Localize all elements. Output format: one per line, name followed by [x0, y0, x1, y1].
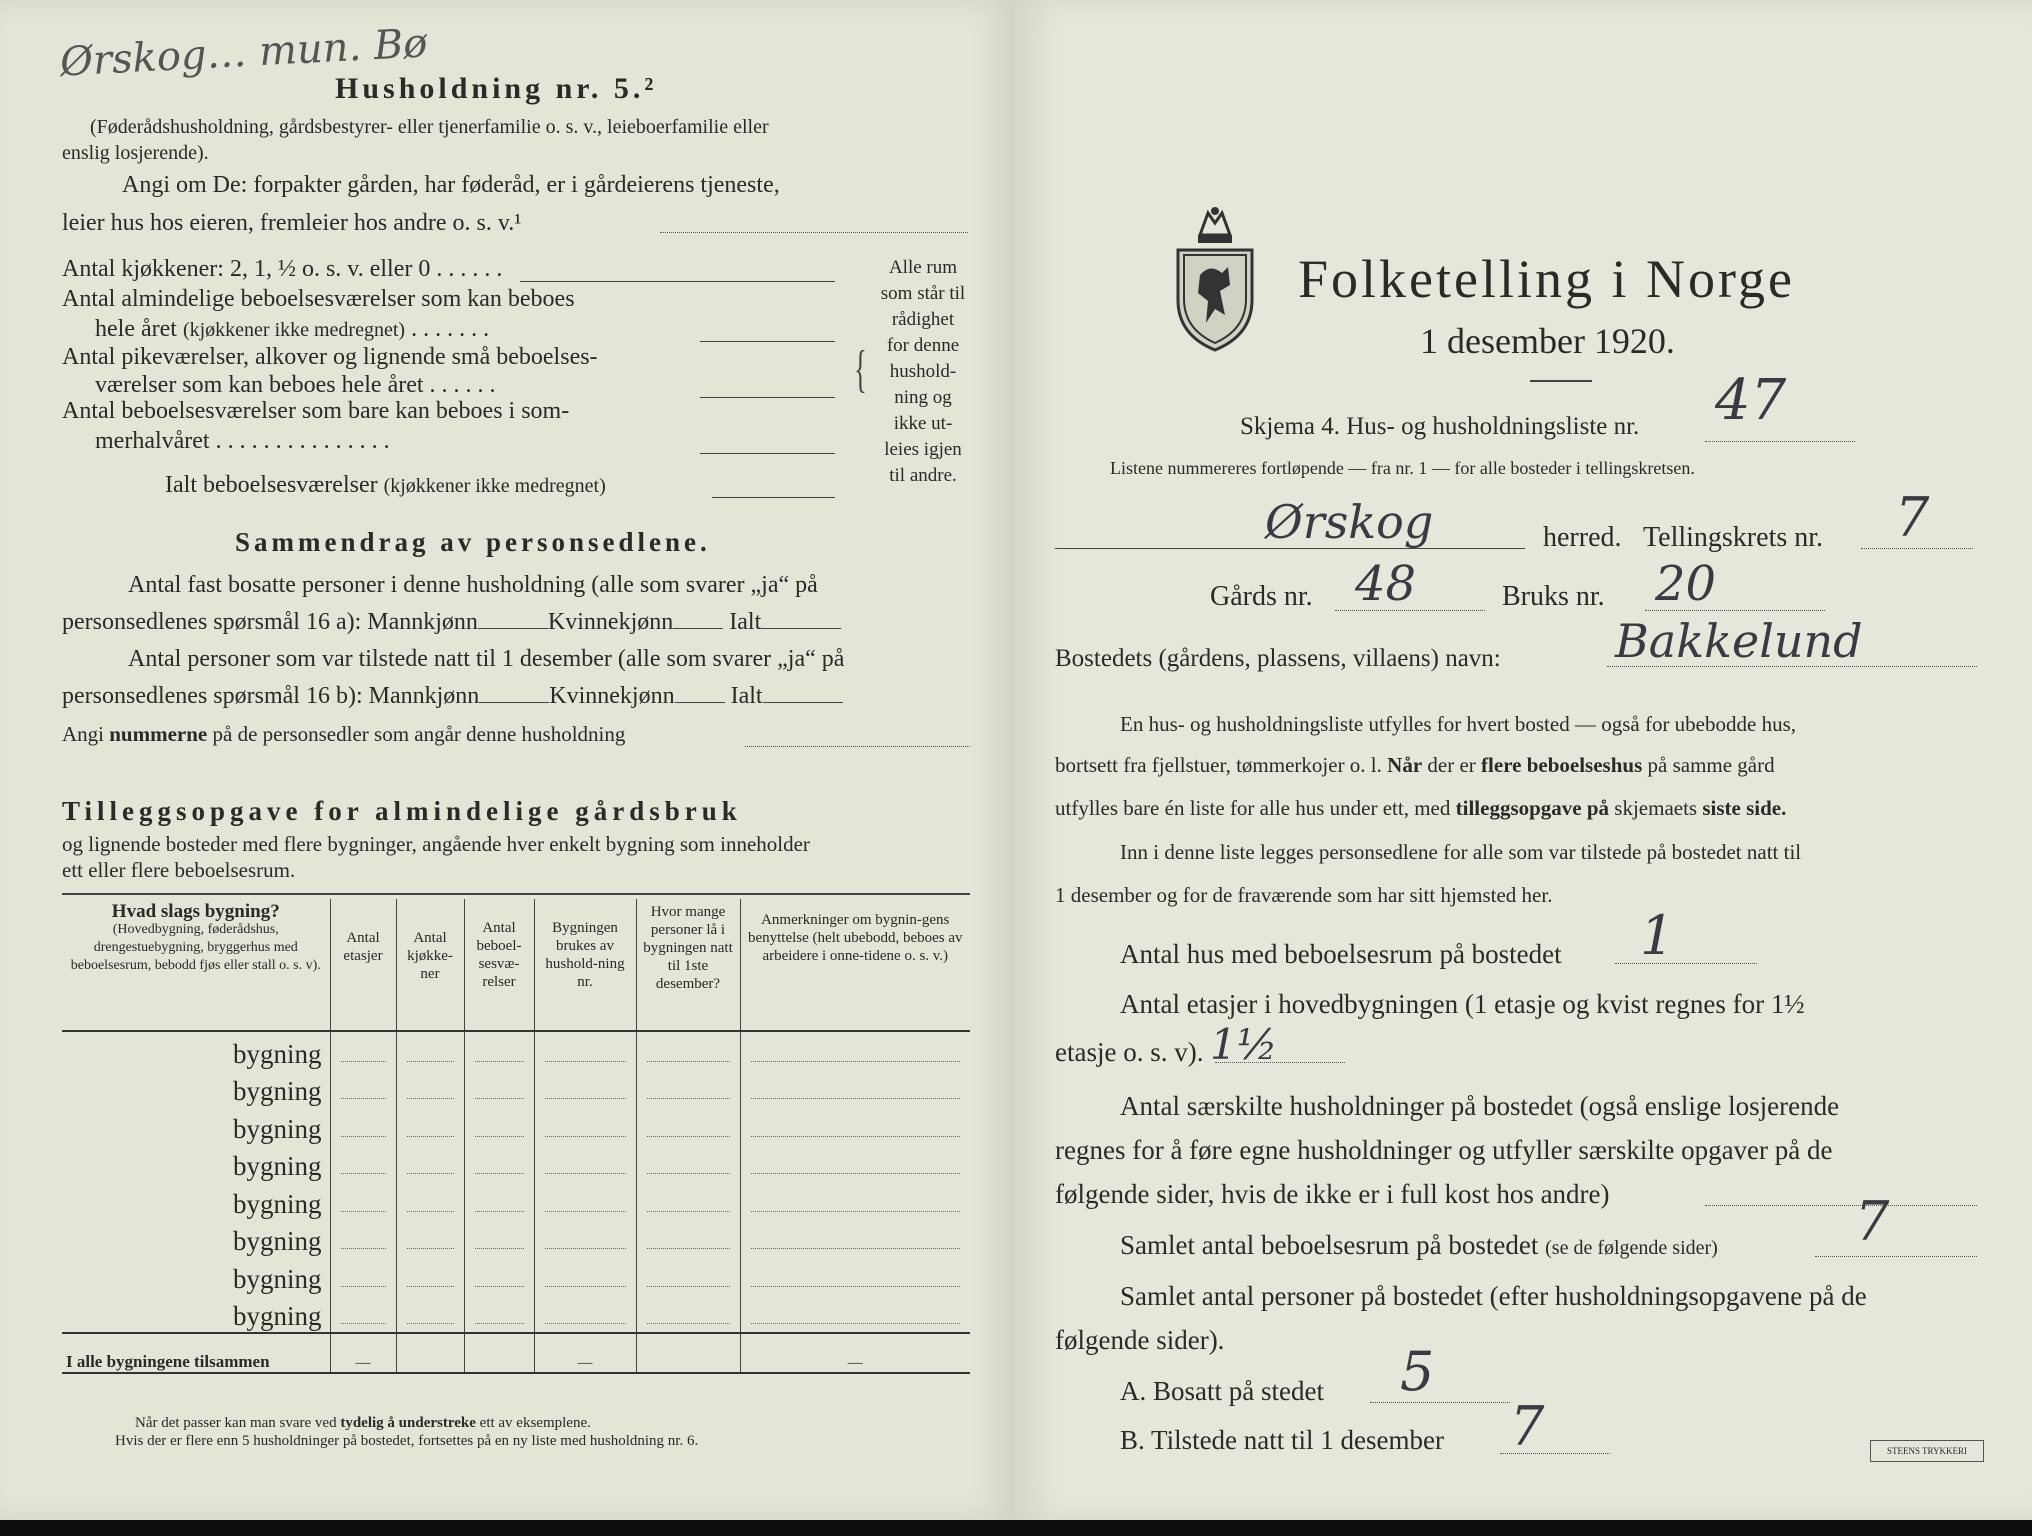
ialt-2: Ialt [730, 683, 763, 709]
table-cell[interactable] [464, 1145, 534, 1183]
printer-stamp: STEENS TRYKKERI [1870, 1440, 1984, 1462]
footer-1b: tydelig å understreke [340, 1415, 476, 1431]
table-cell[interactable] [740, 1182, 970, 1220]
hus-label: Antal hus med beboelsesrum på bostedet [1120, 939, 1562, 969]
angi-num-a: Angi [62, 722, 110, 746]
tillegg-line-2: ett eller flere beboelsesrum. [62, 858, 296, 882]
instruction-1: En hus- og husholdningsliste utfylles for hvert bosted — også for ubebodde hus, [1120, 712, 1796, 736]
rooms-2a: Antal pikeværelser, alkover og lignende små beboelses- [62, 344, 598, 370]
col-etasjer: Antal etasjer [330, 899, 396, 1031]
kitchen-line: Antal kjøkkener: 2, 1, ½ o. s. v. eller 0 . . . . . . [62, 256, 503, 282]
table-cell[interactable] [464, 1182, 534, 1220]
sarskilte-3: følgende sider, hvis de ikke er i full kost hos andre) [1055, 1179, 1610, 1209]
rooms-1a: Antal almindelige beboelsesværelser som kan beboes [62, 286, 575, 312]
subtitle-1: (Føderådshusholdning, gårdsbestyrer- eller tjenerfamilie o. s. v., leieboerfamilie eller [90, 116, 769, 138]
building-label: bygning [62, 1070, 330, 1108]
total-anmerkninger: — [740, 1333, 970, 1373]
table-cell[interactable] [636, 1295, 740, 1334]
instruction-5: 1 desember og for de fraværende som har sitt hjemsted her. [1055, 883, 1553, 907]
table-row [62, 1145, 970, 1183]
footer-1a: Når det passer kan man svare ved [135, 1415, 341, 1431]
ialt-label: Ialt beboelsesværelser [165, 472, 378, 498]
table-cell[interactable] [534, 1220, 636, 1258]
bruks-label: Bruks nr. [1502, 581, 1605, 612]
table-row [62, 1257, 970, 1295]
table-cell[interactable] [534, 1145, 636, 1183]
table-cell[interactable] [636, 1220, 740, 1258]
instruction-3a: utfylles bare én liste for alle hus under ett, med [1055, 796, 1456, 820]
table-cell[interactable] [330, 1107, 396, 1145]
building-label: bygning [62, 1257, 330, 1295]
table-cell[interactable] [396, 1182, 464, 1220]
table-row [62, 1182, 970, 1220]
table-cell[interactable] [534, 1070, 636, 1108]
building-label: bygning [62, 1220, 330, 1258]
table-cell[interactable] [464, 1295, 534, 1334]
brace: { [854, 341, 867, 398]
table-row [62, 1031, 970, 1070]
table-cell[interactable] [330, 1182, 396, 1220]
total-etasjer: — [330, 1333, 396, 1373]
kvinnekjonn-2: Kvinnekjønn [549, 683, 675, 709]
building-label: bygning [62, 1107, 330, 1145]
herred-value[interactable]: Ørskog [1265, 495, 1434, 549]
building-label: bygning [62, 1295, 330, 1334]
instruction-2e: på samme gård [1642, 753, 1775, 777]
household-title: Husholdning nr. 5.² [335, 72, 658, 105]
table-cell[interactable] [534, 1107, 636, 1145]
a-label: A. Bosatt på stedet [1120, 1376, 1324, 1406]
etasjer-value[interactable]: 1½ [1210, 1020, 1278, 1069]
table-cell[interactable] [740, 1295, 970, 1334]
table-cell[interactable] [396, 1220, 464, 1258]
summary-line-4: personsedlenes spørsmål 16 b): Mannkjønn [62, 683, 480, 709]
table-cell[interactable] [396, 1295, 464, 1334]
subtitle-2: enslig losjerende). [62, 142, 209, 164]
handwritten-header: Ørskog… mun. Bø [59, 20, 429, 86]
rooms-3b: merhalvåret . . . . . . . . . . . . . . . [95, 428, 390, 454]
rooms-1b-small: (kjøkkener ikke medregnet) [182, 319, 406, 341]
samlet-rum-value[interactable]: 7 [1855, 1190, 1890, 1253]
table-cell[interactable] [740, 1031, 970, 1070]
total-personer [636, 1333, 740, 1373]
left-page: Ørskog… mun. Bø Husholdning nr. 5.² (Føderådshusholdning, gårdsbestyrer- eller tjenerfamilie o. s. v., leieboerfamilie eller enslig losjerende). Angi om De: forpakter gården, har føderåd, er i gårdeierens tjeneste, leier hus hos eieren, fremleier hos andre o. s. v.¹ Antal kjøkkener: 2, 1, ½ o. s. v. eller 0 . . . . . . Antal almindelige beboelsesværelser som kan beboes hele året (kjøkkener ikke medregnet) . . . . . . . Antal pikeværelser, alkover og lignende små beboelses- værelser som kan beboes hele året . . . . . . Antal beboelsesværelser som bare kan beboes i som- merhalvåret . . . . . . . . . . . . . . . Ialt beboelsesværelser (kjøkkener ikke medregnet) { Alle rum som står til rådighet for denne hushold- ning og ikke ut- leies igjen til andre. Sammendrag av personsedlene. Antal fast bosatte personer i denne husholdning (alle som svarer „ja“ på personsedlenes spørsmål 16 a): Mannkjønn Kvinnekjønn Ialt Antal personer som var tilstede natt til 1 desember (alle som svarer „ja“ på personsedlenes spørsmål 16 b): Mannkjønn Kvinnekjønn Ialt Angi nummerne på de personsedler som angår denne husholdning Tilleggsopgave for almindelige gårdsbruk og lignende bosteder med flere bygninger, angående hver enkelt bygning som inneholder ett eller flere beboelsesrum. Hvad slags bygning? (Hovedbygning, føderådshus, drengestuebygning, bryggerhus med beboelsesrum, bebodd fjøs eller stall o. s. v). Antal etasjer Antal kjøkke-ner Antal beboel-sesvæ-relser Bygningen brukes av hushold-ning nr. Hvor mange personer lå i bygningen natt til 1ste desember? Anmerkninger om bygnin-gens benyttelse (helt ubebodd, beboes av arbeidere i onne-tidene o. s. v.) bygning bygning bygning bygning bygning bygning bygning bygning I alle bygningene tilsammen — — — Når det passer kan man svare ved tydelig å understreke ett av eksemplene. Hvis der er flere enn 5 husholdninger på bostedet, fortsettes på en ny liste med husholdning nr. 6. [0, 0, 1015, 1520]
instruction-3b: tilleggsopgave på [1455, 796, 1610, 820]
table-cell[interactable] [534, 1257, 636, 1295]
sarskilte-1: Antal særskilte husholdninger på bostedet (også enslige losjerende [1120, 1091, 1840, 1121]
table-cell[interactable] [330, 1031, 396, 1070]
tillegg-line-1: og lignende bosteder med flere bygninger, angående hver enkelt bygning som inneholder [62, 832, 810, 856]
summary-line-3: Antal personer som var tilstede natt til 1 desember (alle som svarer „ja“ på [128, 646, 845, 672]
buildings-table [62, 899, 970, 1374]
angi-num-b: nummerne [109, 722, 208, 746]
summary-title: Sammendrag av personsedlene. [235, 527, 711, 557]
b-label: B. Tilstede natt til 1 desember [1120, 1425, 1444, 1455]
kvinnekjonn-1: Kvinnekjønn [547, 609, 674, 635]
building-label: bygning [62, 1182, 330, 1220]
instruction-2b: Når [1381, 753, 1423, 777]
building-label: bygning [62, 1031, 330, 1070]
footer-2: Hvis der er flere enn 5 husholdninger på bostedet, fortsettes på en ny liste med husholdning nr. 6. [115, 1433, 699, 1449]
table-cell[interactable] [330, 1295, 396, 1334]
skjema-line: Skjema 4. Hus- og husholdningsliste nr. [1240, 413, 1640, 440]
rooms-3a: Antal beboelsesværelser som bare kan beboes i som- [62, 398, 570, 424]
table-cell[interactable] [740, 1220, 970, 1258]
table-cell[interactable] [740, 1257, 970, 1295]
census-title: Folketelling i Norge [1298, 249, 1795, 309]
table-cell[interactable] [464, 1070, 534, 1108]
table-cell[interactable] [464, 1257, 534, 1295]
etasjer-line-2: etasje o. s. v). [1055, 1037, 1204, 1067]
total-beboelse [464, 1333, 534, 1373]
building-label: bygning [62, 1145, 330, 1183]
total-husholdning: — [534, 1333, 636, 1373]
ialt-small: (kjøkkener ikke medregnet) [383, 475, 606, 497]
col-beboelsesvaerelser: Antal beboel-sesvæ-relser [464, 899, 534, 1031]
herred-label: herred. [1543, 522, 1622, 553]
coat-of-arms-icon [1170, 205, 1260, 353]
ialt-1: Ialt [729, 609, 762, 635]
angi-line-2: leier hus hos eieren, fremleier hos andre o. s. v.¹ [62, 210, 522, 236]
table-cell[interactable] [636, 1145, 740, 1183]
hus-value[interactable]: 1 [1640, 904, 1675, 967]
col-kjokkener: Antal kjøkke-ner [396, 899, 464, 1031]
col-building-type: Hvad slags bygning? (Hovedbygning, føderådshus, drengestuebygning, bryggerhus med beboelsesrum, bebodd fjøs eller stall o. s. v). [62, 899, 330, 1031]
census-date: 1 desember 1920. [1420, 321, 1675, 361]
right-page [1015, 0, 2032, 1520]
side-note: Alle rum som står til rådighet for denne hushold- ning og ikke ut- leies igjen til andre. [880, 257, 966, 486]
table-cell[interactable] [396, 1031, 464, 1070]
rooms-2b: værelser som kan beboes hele året . . . . . . [95, 372, 496, 398]
gards-label: Gårds nr. [1210, 581, 1313, 612]
tellingskrets-label: Tellingskrets nr. [1643, 522, 1824, 553]
table-row [62, 1107, 970, 1145]
total-label: I alle bygningene tilsammen [62, 1333, 330, 1373]
angi-num-c: på de personsedler som angår denne husholdning [207, 722, 626, 746]
etasjer-line-1: Antal etasjer i hovedbygningen (1 etasje og kvist regnes for 1½ [1120, 989, 1805, 1019]
table-cell[interactable] [636, 1107, 740, 1145]
table-cell[interactable] [330, 1220, 396, 1258]
angi-line-1: Angi om De: forpakter gården, har føderåd, er i gårdeierens tjeneste, [122, 172, 780, 198]
instruction-3c: skjemaets [1609, 796, 1703, 820]
samlet-pers-1: Samlet antal personer på bostedet (efter husholdningsopgavene på de [1120, 1281, 1867, 1311]
footer-1c: ett av eksemplene. [475, 1415, 591, 1431]
listene-note: Listene nummereres fortløpende — fra nr. 1 — for alle bosteder i tellingskretsen. [1110, 458, 1695, 478]
instruction-2: bortsett fra fjellstuer, tømmerkojer o. l. [1055, 753, 1382, 777]
instruction-2c: der er [1422, 753, 1482, 777]
table-cell[interactable] [464, 1107, 534, 1145]
table-cell[interactable] [636, 1031, 740, 1070]
table-cell[interactable] [396, 1257, 464, 1295]
col-anmerkninger: Anmerkninger om bygnin-gens benyttelse (helt ubebodd, beboes av arbeidere i onne-tidene o. s. v.) [740, 899, 970, 1031]
instruction-2d: flere beboelseshus [1481, 753, 1643, 777]
table-cell[interactable] [396, 1107, 464, 1145]
table-cell[interactable] [396, 1145, 464, 1183]
table-cell[interactable] [534, 1031, 636, 1070]
skjema-value[interactable]: 47 [1715, 368, 1787, 433]
table-cell[interactable] [330, 1070, 396, 1108]
table-cell[interactable] [636, 1257, 740, 1295]
table-cell[interactable] [534, 1182, 636, 1220]
samlet-pers-2: følgende sider). [1055, 1325, 1225, 1355]
instruction-4: Inn i denne liste legges personsedlene for alle som var tilstede på bostedet natt til [1120, 840, 1802, 864]
table-cell[interactable] [740, 1070, 970, 1108]
gards-value[interactable]: 48 [1355, 556, 1417, 612]
tillegg-title: Tilleggsopgave for almindelige gårdsbruk [62, 796, 742, 826]
table-row [62, 1070, 970, 1108]
table-cell[interactable] [740, 1107, 970, 1145]
rooms-1b: hele året [95, 316, 177, 342]
table-cell[interactable] [330, 1145, 396, 1183]
col-brukes-av: Bygningen brukes av hushold-ning nr. [534, 899, 636, 1031]
summary-line-1: Antal fast bosatte personer i denne husholdning (alle som svarer „ja“ på [128, 572, 818, 598]
table-cell[interactable] [464, 1220, 534, 1258]
sarskilte-2: regnes for å føre egne husholdninger og utfyller særskilte opgaver på de [1055, 1135, 1833, 1165]
table-row [62, 1295, 970, 1334]
instruction-3d: siste side. [1702, 796, 1787, 820]
table-cell[interactable] [740, 1145, 970, 1183]
summary-line-2: personsedlenes spørsmål 16 a): Mannkjønn [62, 609, 478, 635]
table-row [62, 1220, 970, 1258]
bosted-label: Bostedets (gårdens, plassens, villaens) navn: [1055, 645, 1501, 672]
a-value[interactable]: 5 [1400, 1340, 1435, 1403]
total-kjokkener [396, 1333, 464, 1373]
bruks-value[interactable]: 20 [1655, 556, 1717, 612]
table-cell[interactable] [464, 1031, 534, 1070]
table-cell[interactable] [534, 1295, 636, 1334]
tellingskrets-value[interactable]: 7 [1895, 486, 1930, 549]
table-cell[interactable] [330, 1257, 396, 1295]
table-cell[interactable] [396, 1070, 464, 1108]
b-value[interactable]: 7 [1510, 1395, 1545, 1458]
table-cell[interactable] [636, 1070, 740, 1108]
col-personer: Hvor mange personer lå i bygningen natt til 1ste desember? [636, 899, 740, 1031]
samlet-rum-small: (se de følgende sider) [1545, 1237, 1718, 1259]
samlet-rum-label: Samlet antal beboelsesrum på bostedet [1120, 1230, 1539, 1260]
table-cell[interactable] [636, 1182, 740, 1220]
bosted-value[interactable]: Bakkelund [1615, 614, 1863, 668]
